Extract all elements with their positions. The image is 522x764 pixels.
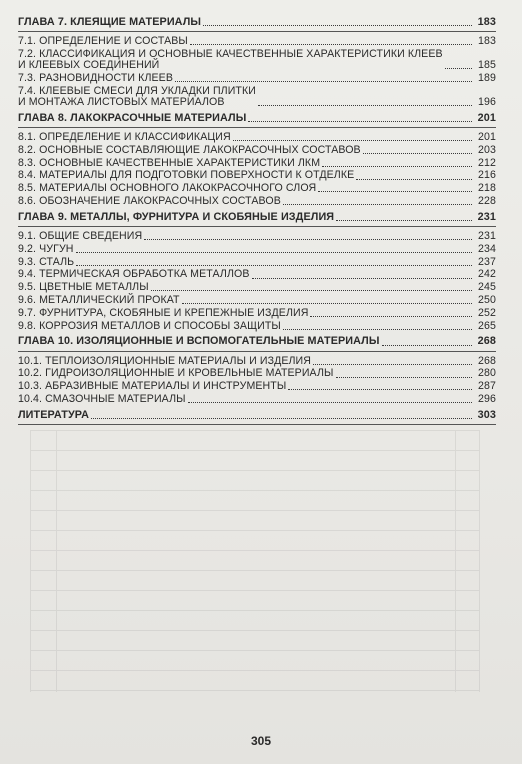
section-title <box>18 356 311 367</box>
page-ref: 183 <box>477 16 496 28</box>
section-title <box>18 321 281 332</box>
page-ref: 231 <box>478 229 496 242</box>
dot-leader <box>283 204 472 205</box>
dot-leader <box>76 252 472 253</box>
page-ref: 252 <box>478 306 496 319</box>
page-ref: 268 <box>478 354 496 367</box>
show-through-table <box>30 430 480 692</box>
page-ref: 303 <box>477 408 496 421</box>
toc-section <box>18 73 496 84</box>
section-title <box>18 394 186 405</box>
toc-section <box>18 231 496 242</box>
toc-section <box>18 196 496 207</box>
chapter-title: ЛИТЕРАТУРА <box>18 408 90 421</box>
toc-section <box>18 295 496 306</box>
dot-leader <box>151 290 472 291</box>
toc-chapter <box>18 336 496 351</box>
dot-leader <box>76 265 472 266</box>
dot-leader <box>91 418 472 419</box>
section-title <box>18 49 443 71</box>
dot-leader <box>233 140 472 141</box>
dot-leader <box>310 316 472 317</box>
page-ref: 287 <box>478 380 496 393</box>
section-title <box>18 244 74 255</box>
toc-section <box>18 394 496 405</box>
section-title <box>18 36 188 47</box>
section-title <box>18 73 173 84</box>
section-title <box>18 282 149 293</box>
page-ref: 201 <box>478 131 496 143</box>
section-title-line: 8.5. МАТЕРИАЛЫ ОСНОВНОГО ЛАКОКРАСОЧНОГО СЛОЯ <box>18 182 317 195</box>
toc-section <box>18 49 496 71</box>
section-title-line: 9.3. СТАЛЬ <box>18 255 75 268</box>
page-ref: 228 <box>478 194 496 207</box>
section-title <box>18 132 231 143</box>
toc-section <box>18 282 496 293</box>
section-title <box>18 368 334 379</box>
toc-section <box>18 356 496 367</box>
dot-leader <box>258 105 472 106</box>
page-ref: 280 <box>478 367 496 380</box>
section-title <box>18 257 74 268</box>
toc-section <box>18 170 496 181</box>
section-title-line: 7.2. КЛАССИФИКАЦИЯ И ОСНОВНЫЕ КАЧЕСТВЕННЫЕ ХАРАКТЕРИСТИКИ КЛЕЕВ <box>18 48 443 60</box>
section-title-line: 10.2. ГИДРОИЗОЛЯЦИОННЫЕ И КРОВЕЛЬНЫЕ МАТЕРИАЛЫ <box>18 367 334 380</box>
page-ref: 201 <box>477 111 496 124</box>
dot-leader <box>252 278 472 279</box>
toc-section <box>18 145 496 156</box>
table-of-contents <box>18 17 496 429</box>
section-title <box>18 183 316 194</box>
dot-leader <box>336 220 472 221</box>
section-title-line: 7.4. КЛЕЕВЫЕ СМЕСИ ДЛЯ УКЛАДКИ ПЛИТКИ <box>18 84 256 97</box>
dot-leader <box>318 191 472 192</box>
section-title-line: 9.8. КОРРОЗИЯ МЕТАЛЛОВ И СПОСОБЫ ЗАЩИТЫ <box>18 319 281 332</box>
toc-section <box>18 183 496 194</box>
section-title-line: 9.6. МЕТАЛЛИЧЕСКИЙ ПРОКАТ <box>18 293 180 306</box>
section-title-line: 9.2. ЧУГУН <box>18 242 74 255</box>
dot-leader <box>445 68 472 69</box>
page-ref: 189 <box>478 72 496 84</box>
page-ref: 212 <box>478 156 496 169</box>
dot-leader <box>248 121 472 122</box>
section-title <box>18 145 361 156</box>
section-title-line: 7.1. ОПРЕДЕЛЕНИЕ И СОСТАВЫ <box>18 35 188 48</box>
dot-leader <box>283 329 472 330</box>
section-title <box>18 170 354 181</box>
toc-chapter <box>18 113 496 128</box>
section-title-line: 8.4. МАТЕРИАЛЫ ДЛЯ ПОДГОТОВКИ ПОВЕРХНОСТИ К ОТДЕЛКЕ <box>18 169 355 182</box>
page-ref: 196 <box>478 96 496 108</box>
section-title <box>18 86 256 108</box>
page-ref: 265 <box>478 319 496 332</box>
chapter-title: ГЛАВА 7. КЛЕЯЩИЕ МАТЕРИАЛЫ <box>18 16 202 28</box>
section-title <box>18 269 250 280</box>
toc-section <box>18 244 496 255</box>
dot-leader <box>190 44 472 45</box>
section-title <box>18 295 180 306</box>
dot-leader <box>182 303 472 304</box>
dot-leader <box>322 166 472 167</box>
dot-leader <box>203 25 472 26</box>
toc-section <box>18 132 496 143</box>
section-title-line: 7.3. РАЗНОВИДНОСТИ КЛЕЕВ <box>18 72 173 84</box>
section-title <box>18 308 308 319</box>
dot-leader <box>336 377 473 378</box>
section-title <box>18 381 286 392</box>
page-ref: 242 <box>478 268 496 281</box>
dot-leader <box>188 402 472 403</box>
toc-section <box>18 86 496 108</box>
page-ref: 231 <box>477 210 496 223</box>
section-title <box>18 196 281 207</box>
section-title-line: 10.1. ТЕПЛОИЗОЛЯЦИОННЫЕ МАТЕРИАЛЫ И ИЗДЕЛИЯ <box>18 354 312 367</box>
chapter-title: ГЛАВА 9. МЕТАЛЛЫ, ФУРНИТУРА И СКОБЯНЫЕ ИЗДЕЛИЯ <box>18 210 335 223</box>
page-ref: 245 <box>478 281 496 294</box>
page-ref: 237 <box>478 255 496 268</box>
toc-section <box>18 321 496 332</box>
section-title-line: И МОНТАЖА ЛИСТОВЫХ МАТЕРИАЛОВ <box>18 96 225 108</box>
page-ref: 218 <box>478 182 496 195</box>
section-title <box>18 231 142 242</box>
page-ref: 250 <box>478 293 496 306</box>
chapter-title: ГЛАВА 10. ИЗОЛЯЦИОННЫЕ И ВСПОМОГАТЕЛЬНЫЕ МАТЕРИАЛЫ <box>18 335 380 348</box>
chapter-title: ГЛАВА 8. ЛАКОКРАСОЧНЫЕ МАТЕРИАЛЫ <box>18 111 247 124</box>
dot-leader <box>363 153 472 154</box>
page-ref: 185 <box>478 59 496 72</box>
toc-section <box>18 257 496 268</box>
page-ref: 268 <box>477 335 496 348</box>
page-ref: 296 <box>478 392 496 405</box>
section-title-line: 8.6. ОБОЗНАЧЕНИЕ ЛАКОКРАСОЧНЫХ СОСТАВОВ <box>18 194 281 207</box>
dot-leader <box>144 239 472 240</box>
toc-chapter <box>18 17 496 32</box>
toc-section <box>18 158 496 169</box>
section-title-line: 8.3. ОСНОВНЫЕ КАЧЕСТВЕННЫЕ ХАРАКТЕРИСТИКИ ЛКМ <box>18 156 321 169</box>
page-ref: 183 <box>478 35 496 48</box>
dot-leader <box>288 389 472 390</box>
section-title-line: 9.5. ЦВЕТНЫЕ МЕТАЛЛЫ <box>18 281 149 294</box>
dot-leader <box>382 345 472 346</box>
section-title-line: 9.7. ФУРНИТУРА, СКОБЯНЫЕ И КРЕПЕЖНЫЕ ИЗДЕЛИЯ <box>18 306 309 319</box>
page-number: 305 <box>250 734 272 748</box>
dot-leader <box>175 81 472 82</box>
section-title-line: 8.2. ОСНОВНЫЕ СОСТАВЛЯЮЩИЕ ЛАКОКРАСОЧНЫХ СОСТАВОВ <box>18 143 361 156</box>
section-title-line: 10.4. СМАЗОЧНЫЕ МАТЕРИАЛЫ <box>18 392 186 405</box>
page-ref: 216 <box>478 169 496 182</box>
page-ref: 234 <box>478 242 496 255</box>
section-title-line: 9.1. ОБЩИЕ СВЕДЕНИЯ <box>18 229 143 242</box>
toc-section <box>18 269 496 280</box>
toc-section <box>18 368 496 379</box>
section-title-line: 9.4. ТЕРМИЧЕСКАЯ ОБРАБОТКА МЕТАЛЛОВ <box>18 268 250 281</box>
toc-section <box>18 308 496 319</box>
section-title-line: И КЛЕЕВЫХ СОЕДИНЕНИЙ <box>18 59 160 72</box>
toc-section <box>18 36 496 47</box>
toc-section <box>18 381 496 392</box>
toc-chapter <box>18 212 496 227</box>
toc-chapter <box>18 410 496 425</box>
section-title-line: 10.3. АБРАЗИВНЫЕ МАТЕРИАЛЫ И ИНСТРУМЕНТЫ <box>18 380 287 393</box>
section-title-line: 8.1. ОПРЕДЕЛЕНИЕ И КЛАССИФИКАЦИЯ <box>18 131 231 143</box>
page-ref: 203 <box>478 143 496 156</box>
dot-leader <box>356 179 472 180</box>
section-title <box>18 158 320 169</box>
dot-leader <box>313 364 472 365</box>
